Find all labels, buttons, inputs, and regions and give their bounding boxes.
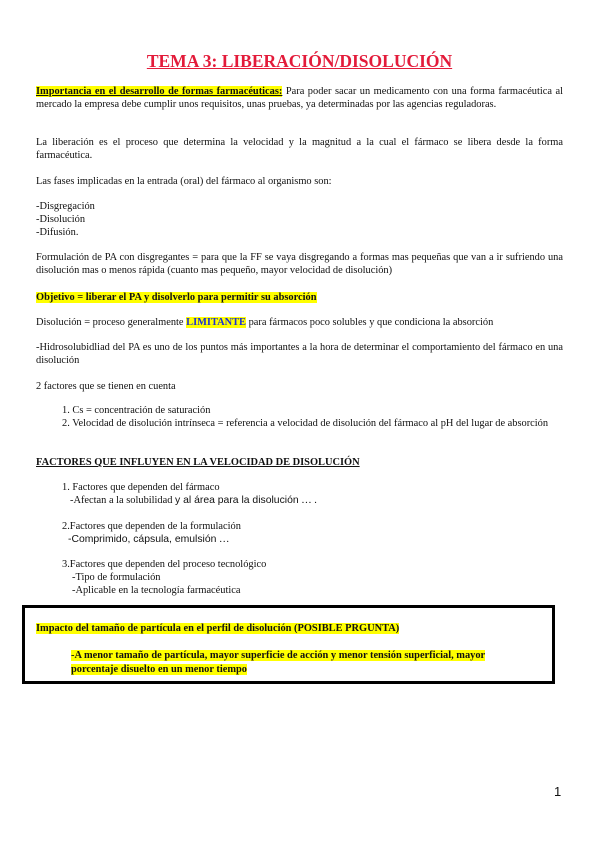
box-title-line [36,623,563,636]
factor-group-detail: -Comprimido, cápsula, emulsión … [68,533,230,545]
phase-item: -Difusión. [36,226,79,238]
factor-group-title: 3.Factores que dependen del proceso tecnológico [62,559,267,570]
factor-item: 2. Velocidad de disolución intrínseca = referencia a velocidad de disolución del fármaco al pH del lugar de absorción [62,417,549,429]
box-title: Impacto del tamaño de partícula en el perfil de disolución (POSIBLE PRGUNTA) [36,623,400,634]
intro-lead: Importancia en el desarrollo de formas farmacéuticas: [36,86,283,97]
factor-group-detail: -Tipo de formulación [72,571,161,583]
page-number: 1 [554,784,562,799]
factor-group-process [36,559,563,597]
factor-item: 1. Cs = concentración de saturación [62,405,211,416]
dissolution-line [36,317,563,330]
factor-group-detail: -Aplicable en la tecnología farmacéutica [72,584,241,596]
phases-intro: Las fases implicadas en la entrada (oral) del fármaco al organismo son: [36,176,332,187]
dissolution-before: Disolución = proceso generalmente [36,317,187,328]
phase-item: -Disgregación [36,201,95,212]
formulation-paragraph: Formulación de PA con disgregantes = para que la FF se vaya disgregando a formas mas pequeñas que van a ir sufriendo una disolución mas o menos rápida (cuanto mas pequeño, mayor velocidad de disolución) [36,252,563,276]
objective-text: Objetivo = liberar el PA y disolverlo para permitir su absorción [36,292,317,303]
box-answer-line: porcentaje disuelto en un menor tiempo [71,664,247,675]
factor-group-detail: -Afectan a la solubilidad y al área para la disolución … . [70,494,317,506]
factors-list [36,405,563,431]
page-title: TEMA 3: LIBERACIÓN/DISOLUCIÓN [146,51,453,71]
liberation-paragraph: La liberación es el proceso que determina la velocidad y la magnitud a la cual el fármaco se libera desde la forma farmacéutica. [36,137,563,161]
phases-list [36,201,563,239]
factor-group-drug [36,482,563,508]
dissolution-after: para fármacos poco solubles y que condiciona la absorción [246,317,494,328]
box-answer [36,649,563,677]
hydrosolubility-paragraph: -Hidrosolubidliad del PA es uno de los puntos más importantes a la hora de determinar el comportamiento del fármaco en una disolución [36,342,563,366]
factor-group-title: 2.Factores que dependen de la formulación [62,521,241,532]
limiting-keyword: LIMITANTE [186,317,246,328]
section-heading: FACTORES QUE INFLUYEN EN LA VELOCIDAD DE DISOLUCIÓN [36,457,360,468]
intro-paragraph [36,86,563,112]
intro-text: Para poder sacar un medicamento con una forma farmacéutica al mercado la empresa debe cumplir unos requisitos, unas pruebas, ya determinadas por las agencias reguladoras. [36,86,563,110]
objective-line [36,292,563,305]
factor-group-title: 1. Factores que dependen del fármaco [62,482,220,493]
factors-intro: 2 factores que se tienen en cuenta [36,381,176,392]
factor-group-formulation [36,521,563,547]
phase-item: -Disolución [36,213,86,225]
box-answer-line: -A menor tamaño de partícula, mayor superficie de acción y menor tensión superficial, mayor [71,650,486,661]
